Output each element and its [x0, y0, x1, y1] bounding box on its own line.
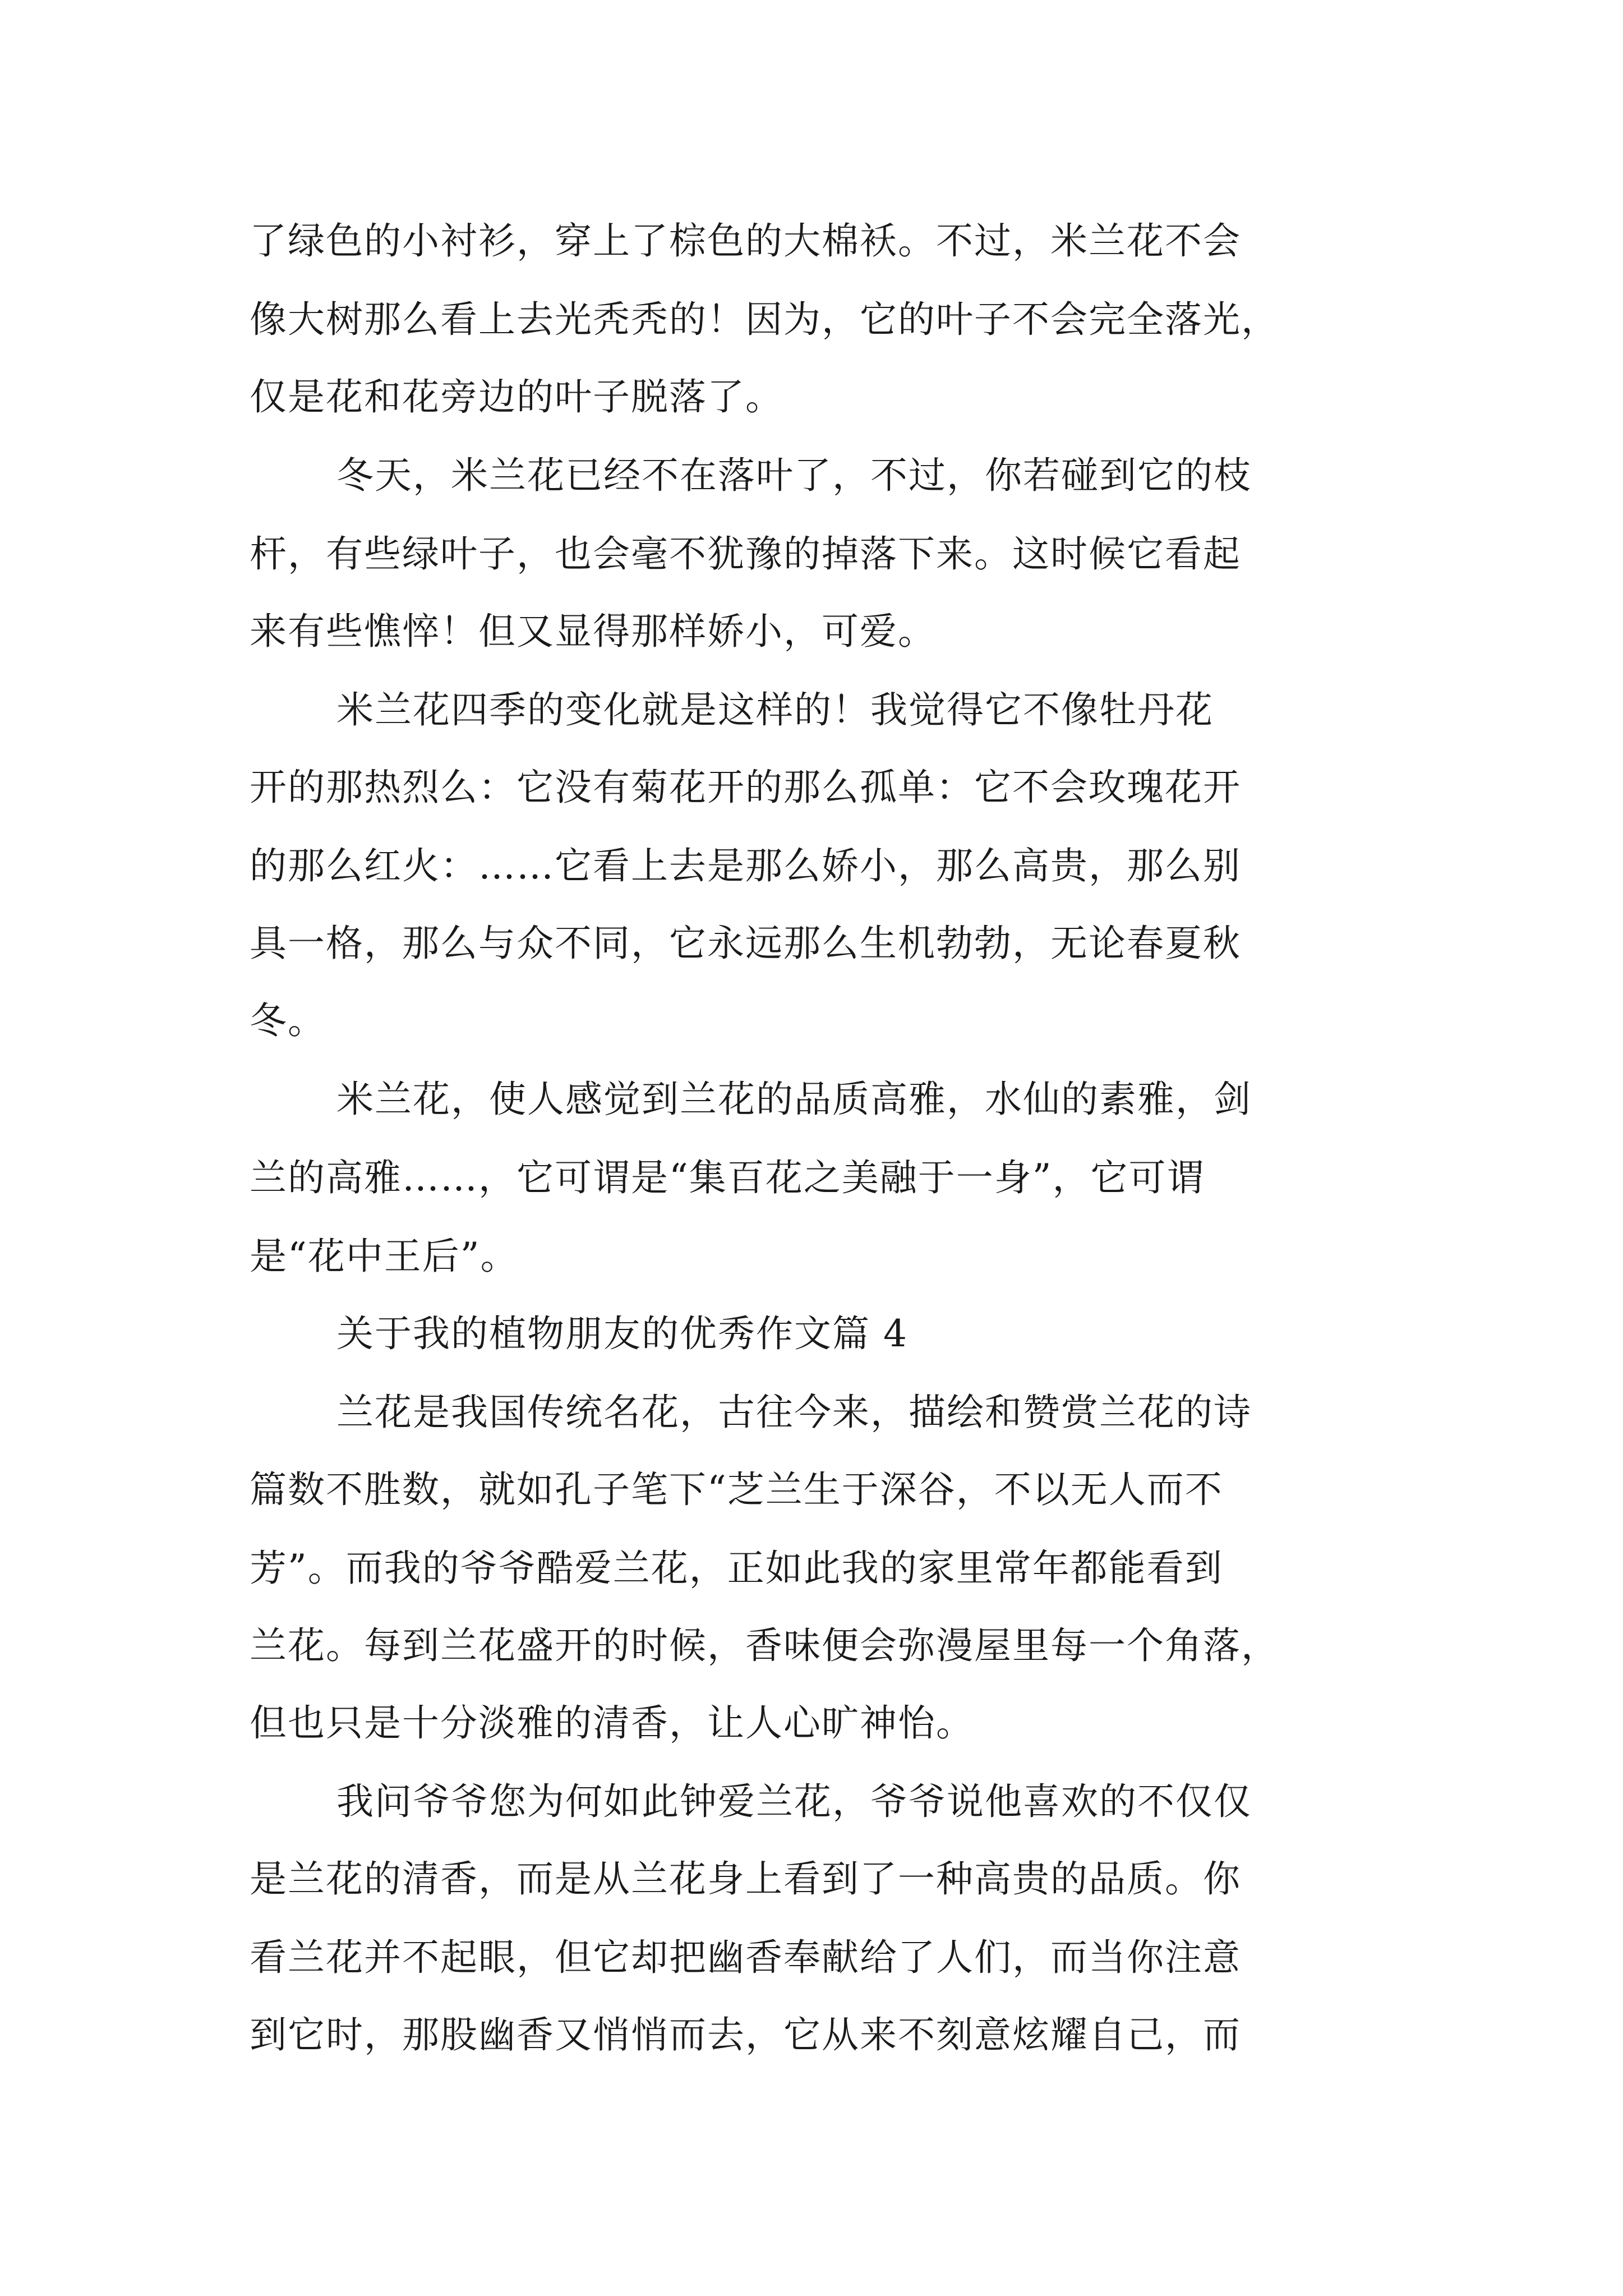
text-line: 芳”。而我的爷爷酷爱兰花，正如此我的家里常年都能看到 — [250, 1547, 1223, 1590]
text-line: 兰的高雅……，它可谓是“集百花之美融于一身”，它可谓 — [250, 1156, 1205, 1199]
text-line: 仅是花和花旁边的叶子脱落了。 — [250, 375, 783, 418]
paragraph-first-line: 米兰花，使人感觉到兰花的品质高雅，水仙的素雅，剑 — [336, 1078, 1252, 1121]
text-line: 但也只是十分淡雅的清香，让人心旷神怡。 — [250, 1701, 974, 1745]
section-heading: 关于我的植物朋友的优秀作文篇 4 — [336, 1312, 908, 1355]
text-line: 是“花中王后”。 — [250, 1235, 519, 1278]
text-line: 来有些憔悴！但又显得那样娇小，可爱。 — [250, 610, 936, 653]
paragraph-first-line: 我问爷爷您为何如此钟爱兰花，爷爷说他喜欢的不仅仅 — [336, 1780, 1252, 1823]
paragraph-first-line: 冬天，米兰花已经不在落叶了，不过，你若碰到它的枝 — [336, 454, 1252, 497]
text-line: 到它时，那股幽香又悄悄而去，它从来不刻意炫耀自己，而 — [250, 2013, 1241, 2056]
text-line: 篇数不胜数，就如孔子笔下“芝兰生于深谷，不以无人而不 — [250, 1468, 1223, 1511]
paragraph-first-line: 米兰花四季的变化就是这样的！我觉得它不像牡丹花 — [336, 688, 1214, 731]
text-line: 杆，有些绿叶子，也会毫不犹豫的掉落下来。这时候它看起 — [250, 532, 1241, 576]
text-line: 开的那热烈么：它没有菊花开的那么孤单：它不会玫瑰花开 — [250, 766, 1241, 809]
text-line: 像大树那么看上去光秃秃的！因为，它的叶子不会完全落光， — [250, 298, 1279, 341]
text-line: 冬。 — [250, 999, 326, 1042]
text-line: 是兰花的清香，而是从兰花身上看到了一种高贵的品质。你 — [250, 1857, 1241, 1901]
text-line: 的那么红火：……它看上去是那么娇小，那么高贵，那么别 — [250, 844, 1241, 887]
paragraph-first-line: 兰花是我国传统名花，古往今来，描绘和赞赏兰花的诗 — [336, 1391, 1252, 1434]
text-line: 了绿色的小衬衫，穿上了棕色的大棉袄。不过，米兰花不会 — [250, 219, 1241, 263]
text-line: 具一格，那么与众不同，它永远那么生机勃勃，无论春夏秋 — [250, 922, 1241, 965]
text-line: 看兰花并不起眼，但它却把幽香奉献给了人们，而当你注意 — [250, 1936, 1241, 1979]
text-line: 兰花。每到兰花盛开的时候，香味便会弥漫屋里每一个角落， — [250, 1624, 1279, 1667]
